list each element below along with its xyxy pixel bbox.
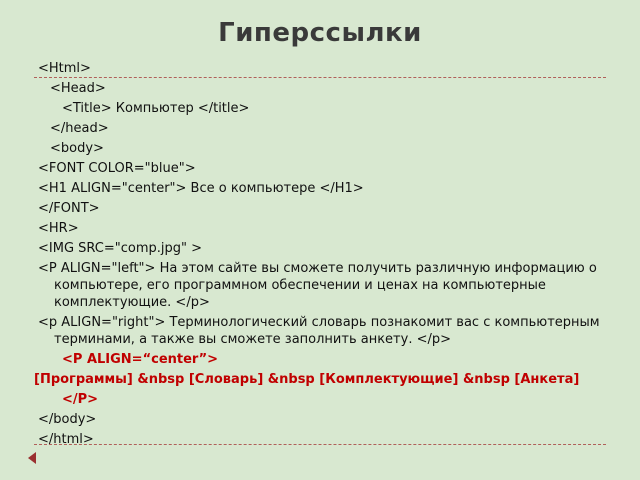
code-line-highlighted: </P> bbox=[62, 392, 99, 407]
html-code-listing bbox=[34, 60, 608, 448]
code-line: <P ALIGN="left"> На этом сайте вы сможете получить различную информацию о компьютере, его программном обеспечении и ценах на компьютерные комплектующие. </p> bbox=[38, 261, 597, 310]
code-line: </html> bbox=[38, 432, 94, 447]
code-line: <p ALIGN="right"> Терминологический словарь познакомит вас с компьютерным терминами, а также вы сможете заполнить анкету. </p> bbox=[38, 315, 600, 347]
slide-title: Гиперссылки bbox=[218, 18, 422, 48]
code-line: <Head> bbox=[50, 81, 106, 96]
code-line: <H1 ALIGN="center"> Все о компьютере </H1> bbox=[38, 181, 364, 196]
code-line: </body> bbox=[38, 412, 97, 427]
code-line: </head> bbox=[50, 121, 109, 136]
code-line: <body> bbox=[50, 141, 104, 156]
code-line: <FONT COLOR="blue"> bbox=[38, 161, 196, 176]
code-line: <IMG SRC="comp.jpg" > bbox=[38, 241, 203, 256]
code-line: <Html> bbox=[38, 61, 91, 76]
bottom-divider bbox=[34, 444, 606, 445]
code-line: </FONT> bbox=[38, 201, 100, 216]
code-line: <Title> Компьютер </title> bbox=[62, 101, 250, 116]
code-line: <HR> bbox=[38, 221, 79, 236]
code-line-highlighted: <P ALIGN=“center”> bbox=[62, 352, 219, 367]
back-arrow-icon[interactable] bbox=[28, 452, 36, 464]
code-line-highlighted: [Программы] &nbsp [Словарь] &nbsp [Комплектующие] &nbsp [Анкета] bbox=[34, 372, 580, 387]
